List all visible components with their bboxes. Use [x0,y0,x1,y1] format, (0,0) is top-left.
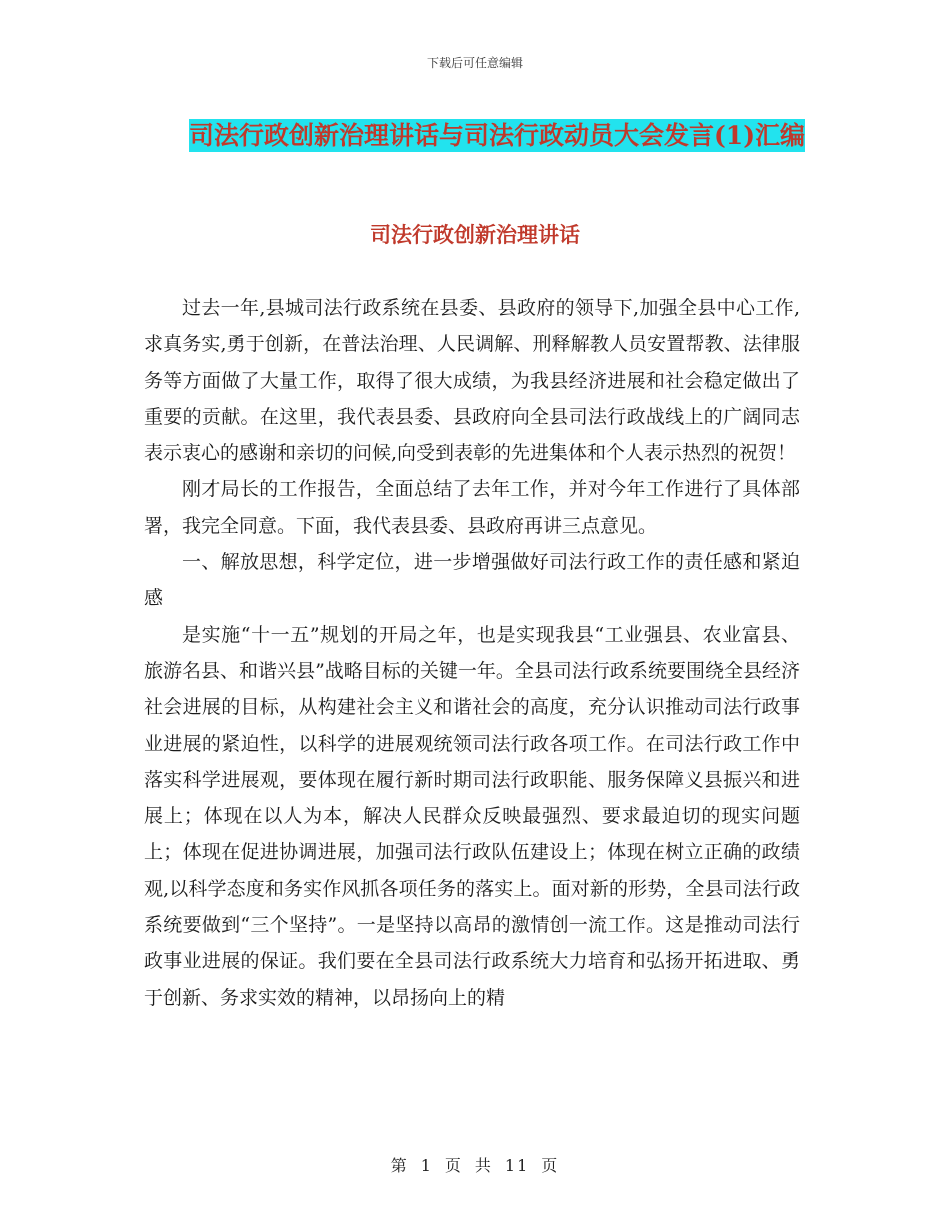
footer-page-number: 1 [420,1156,433,1175]
footer-total-label: 共 [474,1156,493,1175]
document-title [186,113,808,159]
paragraph: 一、解放思想，科学定位，进一步增强做好司法行政工作的责任感和紧迫感 [144,551,800,610]
page-footer [0,1153,950,1176]
paragraph: 过去一年,县城司法行政系统在县委、县政府的领导下,加强全县中心工作,求真务实,勇于创新，在普法治理、人民调解、刑释解教人员安置帮教、法律服务等方面做了大量工作，取得了很大成绩，为我县经济进展和社会稳定做出了重要的贡献。在这里，我代表县委、县政府向全县司法行政战线上的广阔同志表示衷心的感谢和亲切的问候,向受到表彰的先进集体和个人表示热烈的祝贺！ [144,297,800,465]
document-body [144,290,800,1016]
footer-page-label: 页 [444,1156,463,1175]
footer-prefix: 第 [390,1156,409,1175]
header-note: 下载后可任意编辑 [426,56,523,70]
section-title: 司法行政创新治理讲话 [370,222,580,247]
paragraph: 是实施“十一五”规划的开局之年，也是实现我县“工业强县、农业富县、旅游名县、和谐兴县”战略目标的关键一年。全县司法行政系统要围绕全县经济社会进展的目标，从构建社会主义和谐社会的高度，充分认识推动司法行政事业进展的紧迫性，以科学的进展观统领司法行政各项工作。在司法行政工作中落实科学进展观，要体现在履行新时期司法行政职能、服务保障义县振兴和进展上；体现在以人为本，解决人民群众反映最强烈、要求最迫切的现实问题上；体现在促进协调进展，加强司法行政队伍建设上；体现在树立正确的政绩观,以科学态度和务实作风抓各项任务的落实上。面对新的形势，全县司法行政系统要做到“三个坚持”。一是坚持以高昂的激情创一流工作。这是推动司法行政事业进展的保证。我们要在全县司法行政系统大力培育和弘扬开拓进取、勇于创新、务求实效的精神，以昂扬向上的精 [144,623,800,1009]
paragraph: 刚才局长的工作报告，全面总结了去年工作，并对今年工作进行了具体部署，我完全同意。下面，我代表县委、县政府再讲三点意见。 [144,478,800,537]
footer-total-pages: 11 [504,1156,530,1175]
footer-suffix: 页 [541,1156,560,1175]
document-title-text: 司法行政创新治理讲话与司法行政动员大会发言(1)汇编 [188,121,806,150]
